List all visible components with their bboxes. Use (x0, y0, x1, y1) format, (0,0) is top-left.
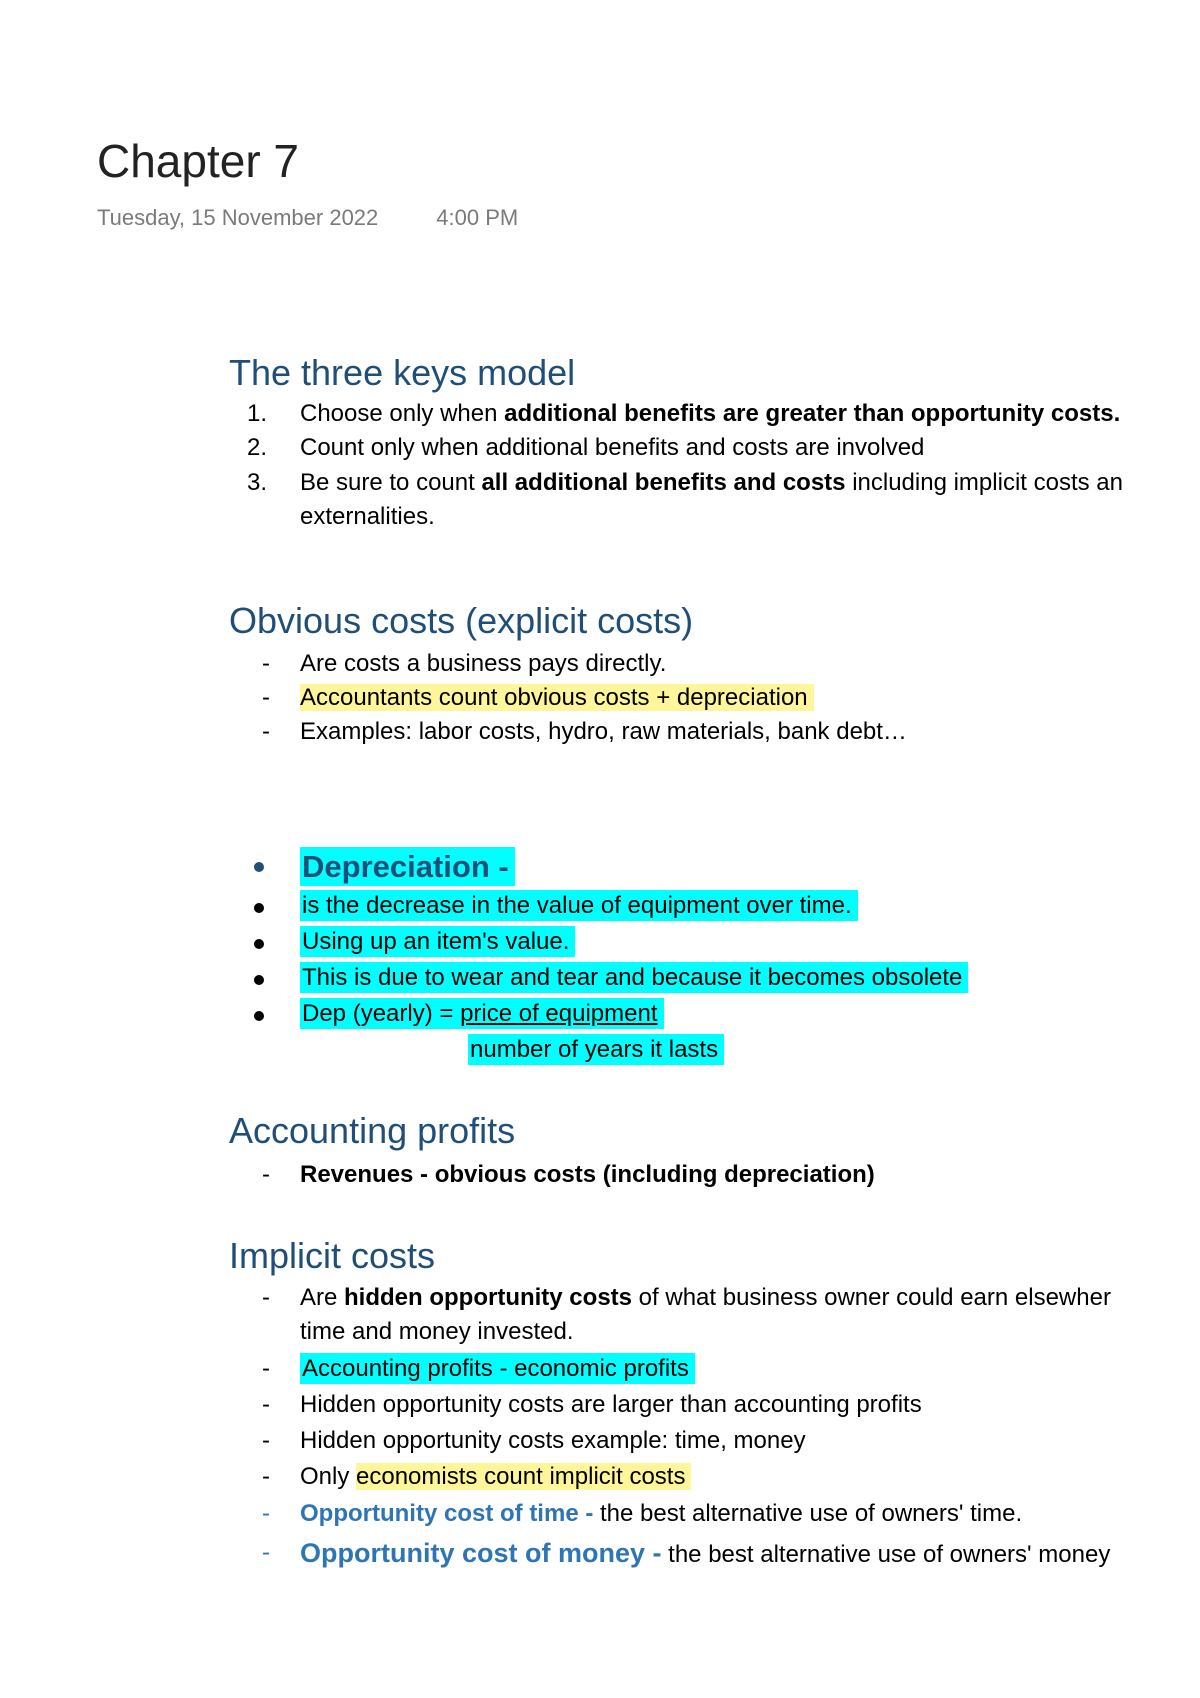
list-item-text: the best alternative use of owners' time. (593, 1500, 1023, 1527)
list-item (300, 1536, 1110, 1572)
list-item: Revenues - obvious costs (including depreciation) (300, 1161, 875, 1188)
dash-bullet: - (262, 1500, 270, 1527)
depreciation-title (300, 845, 515, 889)
page-time: 4:00 PM (436, 205, 519, 230)
list-item (300, 466, 1123, 500)
formula-denominator-line (468, 1033, 724, 1067)
list-item (300, 1281, 1111, 1315)
bullet-dot (254, 862, 264, 872)
list-item-continuation: time and money invested. (300, 1318, 574, 1345)
highlight-cyan (300, 998, 664, 1029)
list-item-text: including implicit costs an (845, 469, 1123, 496)
list-item (300, 397, 1120, 431)
formula-prefix: Dep (yearly) = (302, 1000, 461, 1027)
list-item (300, 1460, 691, 1494)
dash-bullet: - (262, 1391, 270, 1418)
list-item: Hidden opportunity costs are larger than accounting profits (300, 1391, 922, 1418)
list-item (300, 1352, 695, 1386)
list-item-bold: hidden opportunity costs (344, 1284, 633, 1311)
dash-bullet: - (262, 1355, 270, 1382)
page-title: Chapter 7 (97, 135, 300, 187)
highlight-cyan: Depreciation - (300, 847, 515, 886)
dash-bullet: - (262, 1463, 270, 1490)
list-item-text: Be sure to count (300, 469, 482, 496)
list-item-bold: all additional benefits and costs (481, 469, 846, 496)
term-label: Opportunity cost of money - (300, 1538, 662, 1568)
highlight-yellow: economists count implicit costs (356, 1463, 691, 1490)
heading-three-keys: The three keys model (229, 352, 576, 393)
list-item (300, 961, 968, 995)
bullet-dot (254, 1011, 264, 1021)
list-item (300, 889, 858, 923)
page-meta (97, 205, 518, 231)
list-number: 2. (247, 434, 268, 461)
highlight-cyan: Using up an item's value. (300, 926, 575, 957)
highlight-cyan: number of years it lasts (468, 1034, 724, 1065)
bullet-dot (254, 939, 264, 949)
dash-bullet: - (262, 684, 270, 711)
list-item: Hidden opportunity costs example: time, money (300, 1427, 806, 1454)
dash-bullet: - (262, 650, 270, 677)
dash-bullet: - (262, 1161, 270, 1188)
list-item (300, 1497, 1022, 1531)
list-item-text: Are (300, 1284, 345, 1311)
list-number: 3. (247, 469, 268, 496)
page-date: Tuesday, 15 November 2022 (97, 205, 379, 230)
list-item (300, 681, 814, 715)
bullet-dot (254, 903, 264, 913)
heading-implicit-costs: Implicit costs (229, 1235, 436, 1276)
dash-bullet: - (262, 1427, 270, 1454)
highlight-cyan: is the decrease in the value of equipment over time. (300, 890, 858, 921)
heading-obvious-costs: Obvious costs (explicit costs) (229, 600, 694, 641)
formula-numerator: price of equipment (460, 1000, 658, 1027)
formula-line (300, 997, 664, 1031)
list-item-continuation: externalities. (300, 503, 435, 530)
list-item-text: the best alternative use of owners' money (661, 1541, 1111, 1568)
highlight-cyan: This is due to wear and tear and because it becomes obsolete (300, 962, 968, 993)
bullet-dot (254, 975, 264, 985)
list-item-bold: additional benefits are greater than opportunity costs. (504, 400, 1121, 427)
highlight-cyan: Accounting profits - economic profits (300, 1353, 695, 1384)
dash-bullet: - (262, 718, 270, 745)
list-item (300, 925, 575, 959)
list-item: Are costs a business pays directly. (300, 650, 667, 677)
list-item-text: Only (300, 1463, 357, 1490)
term-label: Opportunity cost of time - (300, 1500, 594, 1527)
dash-bullet: - (262, 1539, 270, 1566)
list-item-text: of what business owner could earn elsewher (632, 1284, 1111, 1311)
list-item: Count only when additional benefits and costs are involved (300, 434, 925, 461)
dash-bullet: - (262, 1284, 270, 1311)
highlight-yellow: Accountants count obvious costs + depreciation (300, 684, 814, 711)
list-item-text: Choose only when (300, 400, 505, 427)
list-item: Examples: labor costs, hydro, raw materials, bank debt… (300, 718, 907, 745)
heading-accounting-profits: Accounting profits (229, 1110, 516, 1151)
list-number: 1. (247, 400, 268, 427)
